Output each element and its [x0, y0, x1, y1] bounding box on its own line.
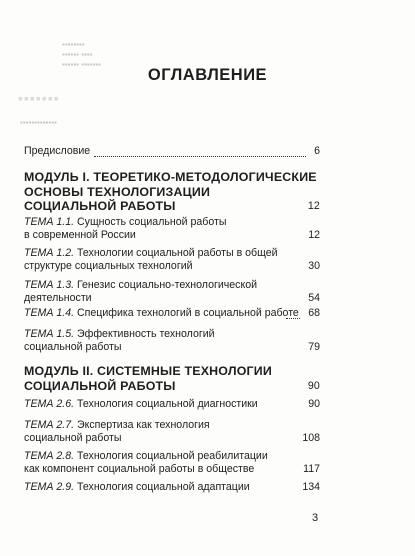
- topic-number: ТЕМА 2.9.: [24, 481, 75, 493]
- topic-title: Специфика технологий в социальной работе: [77, 307, 299, 319]
- topic-number: ТЕМА 2.8.: [24, 450, 75, 462]
- toc-page-number: 117: [303, 463, 320, 475]
- toc-page-number: 6: [314, 145, 320, 157]
- topic-title: Технология социальной реабилитации: [77, 450, 268, 462]
- module-heading-last-line: [24, 379, 320, 394]
- topic-title: социальной работы: [24, 341, 122, 353]
- toc-entry-topic: [24, 279, 320, 305]
- dot-leader: [94, 156, 306, 157]
- module-heading-line: ОСНОВЫ ТЕХНОЛОГИЗАЦИИ: [24, 184, 211, 199]
- toc-page-number: 12: [308, 229, 320, 241]
- bleed-through-text: ▪▪▪▪▪▪▪▪▪▪▪▪▪: [20, 118, 57, 127]
- toc-entry-topic: [24, 450, 320, 476]
- toc-entry-topic: [24, 307, 320, 320]
- toc-page-number: 79: [308, 341, 320, 353]
- toc-entry-label: Предисловие: [24, 145, 91, 157]
- toc-entry-topic: [24, 328, 320, 354]
- module-heading-line: СОЦИАЛЬНОЙ РАБОТЫ: [24, 199, 176, 213]
- topic-title: Технология социальной адаптации: [77, 481, 250, 493]
- toc-page-number: 54: [308, 292, 320, 304]
- toc-entry-preface: [24, 145, 320, 158]
- topic-number: ТЕМА 2.6.: [24, 398, 75, 410]
- page-number: 3: [312, 512, 319, 524]
- topic-title: Генезис социально-технологической: [77, 279, 258, 291]
- toc-page-number: 30: [308, 260, 320, 272]
- topic-number: ТЕМА 1.5.: [24, 328, 75, 340]
- toc-entry-topic: [24, 481, 320, 494]
- module-heading-line: СОЦИАЛЬНОЙ РАБОТЫ: [24, 378, 176, 393]
- module-heading-last-line: [24, 199, 320, 214]
- bleed-through-text: ▪▪▪▪▪▪▪: [18, 90, 60, 106]
- dot-leader: [286, 318, 300, 319]
- topic-title: Сущность социальной работы: [77, 216, 227, 228]
- topic-title: Технологии социальной работы в общей: [77, 247, 278, 259]
- toc-page-number: 90: [307, 379, 320, 392]
- module-heading-line: МОДУЛЬ I. ТЕОРЕТИКО-МЕТОДОЛОГИЧЕСКИЕ: [24, 170, 317, 184]
- toc-entry-topic: [24, 216, 320, 242]
- topic-number: ТЕМА 1.4.: [24, 307, 75, 319]
- toc-page-number: 12: [307, 200, 320, 212]
- module-heading-line: МОДУЛЬ II. СИСТЕМНЫЕ ТЕХНОЛОГИИ: [24, 364, 272, 378]
- topic-title: деятельности: [24, 292, 92, 304]
- topic-title: Технология социальной диагностики: [77, 398, 258, 410]
- toc-page-number: 108: [302, 432, 320, 444]
- topic-title: Экспертиза как технология: [77, 419, 210, 431]
- topic-number: ТЕМА 1.1.: [24, 216, 75, 228]
- topic-number: ТЕМА 1.2.: [24, 247, 75, 259]
- bleed-through-text: ▪▪▪▪▪▪▪▪ ▪▪▪▪▪▪ ▪▪▪▪ ▪▪▪▪▪▪ ▪▪▪▪▪▪▪: [62, 40, 102, 69]
- topic-title: как компонент социальной работы в обществе: [24, 463, 255, 475]
- toc-entry-topic: [24, 419, 320, 445]
- toc-page-number: 90: [308, 398, 320, 410]
- module-heading: [24, 364, 320, 393]
- topic-number: ТЕМА 1.3.: [24, 279, 75, 291]
- topic-title: структуре социальных технологий: [24, 260, 193, 272]
- page-title: ОГЛАВЛЕНИЕ: [147, 66, 268, 84]
- toc-page-number: 134: [302, 481, 320, 493]
- toc-page-number: 68: [308, 307, 320, 319]
- topic-title: в современной России: [24, 229, 136, 241]
- topic-title: социальной работы: [24, 432, 122, 444]
- topic-number: ТЕМА 2.7.: [24, 419, 75, 431]
- toc-entry-topic: [24, 398, 320, 411]
- module-heading: [24, 170, 320, 214]
- topic-title: Эффективность технологий: [77, 328, 215, 340]
- toc-entry-topic: [24, 247, 320, 273]
